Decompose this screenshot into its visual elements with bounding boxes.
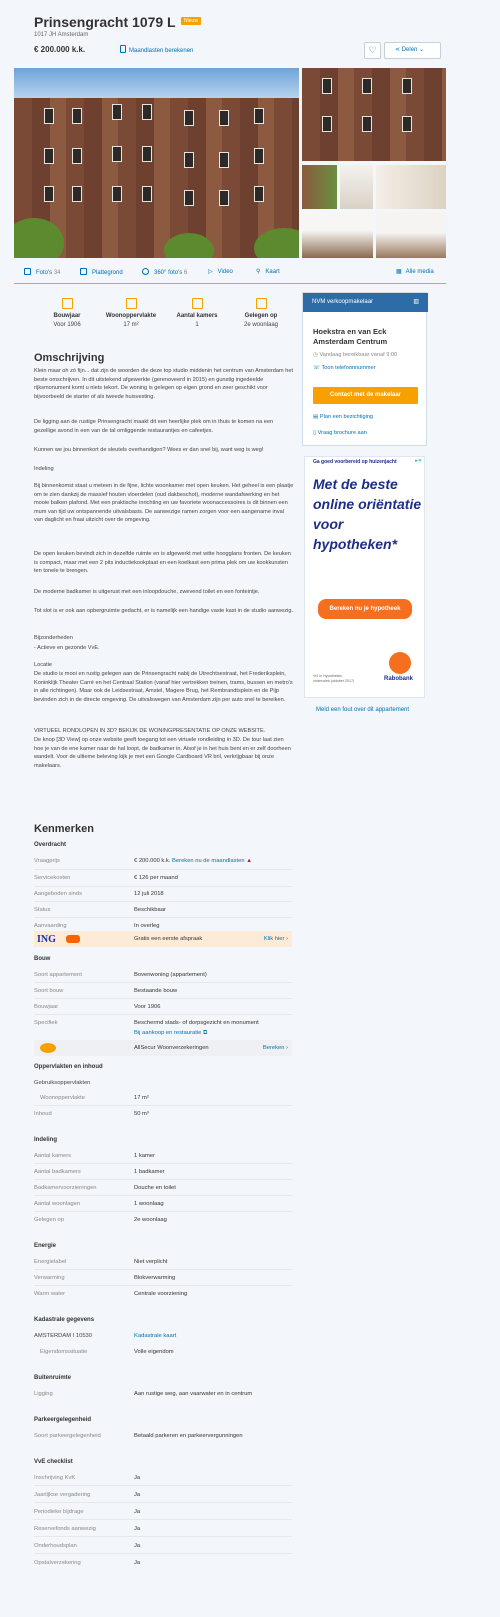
map-label: Kaart [265, 269, 280, 275]
row-label: Soort bouw [34, 988, 64, 994]
section-indeling: Indeling [34, 1137, 57, 1143]
row-label: Bouwjaar [34, 1004, 59, 1010]
row-value: Bestaande bouw [134, 988, 178, 994]
row-value: In overleg [134, 923, 160, 929]
thumb-photo-2[interactable] [302, 165, 337, 209]
subsection-gebruiksoppervlakten: Gebruiksoppervlakten [34, 1080, 91, 1086]
row-label: Inhoud [34, 1111, 52, 1117]
share-icon: ⋖ [395, 47, 401, 53]
map-tab[interactable] [256, 268, 280, 275]
adchoices-icon[interactable]: ▸✕ [415, 458, 422, 464]
key-fact-label: Aantal kamers [176, 313, 218, 319]
ad-cta-button[interactable]: Bereken nu je hypotheek [318, 599, 412, 619]
row-value: Douche en toilet [134, 1185, 176, 1191]
key-fact-label: Woonoppervlakte [105, 313, 157, 319]
ad-footnote-2: onderzoek (oktober 2017) [313, 679, 355, 683]
brochure-icon: ▯ [313, 430, 317, 436]
row-label: Aantal kamers [34, 1153, 72, 1159]
description-p8: Tot slot is er ook aan opbergruimte gedacht, er is namelijk een handige vaste kast in de studio aanwezig. [34, 608, 294, 614]
agent-name[interactable] [313, 327, 387, 347]
rotate-360-icon [142, 268, 149, 275]
row-label: Onderhoudsplan [34, 1543, 77, 1549]
section-vve: VvE checklist [34, 1459, 73, 1465]
agent-availability [313, 352, 397, 358]
row-label: Specifiek [34, 1020, 58, 1026]
floorplan-icon [80, 268, 87, 275]
key-fact-value: 17 m² [123, 322, 139, 328]
row-value: Beschikbaar [134, 907, 166, 913]
thumb-photo-6[interactable] [376, 212, 446, 258]
allsecur-banner[interactable] [34, 1040, 292, 1056]
door-icon [192, 298, 203, 309]
all-media-tab[interactable] [396, 268, 434, 275]
agent-name-line1: Hoekstra en van Eck [313, 327, 387, 336]
row-divider [34, 1536, 292, 1537]
key-fact-value: 1 [195, 322, 199, 328]
allsecur-link[interactable]: Bereken › [262, 1045, 288, 1051]
section-overdracht: Overdracht [34, 842, 67, 848]
share-label: Delen [401, 47, 418, 53]
new-badge: Nieuw [181, 17, 201, 25]
row-label: Jaarlijkse vergadering [34, 1492, 91, 1498]
agent-name-line2: Amsterdam Centrum [313, 337, 388, 346]
description-p7: De moderne badkamer is uitgerust met een inloopdouche, zwevend toilet en een fonteintje. [34, 589, 260, 595]
row-value: Ja [134, 1492, 141, 1498]
row-label: Soort parkeergelegenheid [34, 1433, 101, 1439]
row-label: Woonoppervlakte [40, 1095, 86, 1101]
key-fact-kamers [167, 298, 227, 328]
viewing-link-label: Plan een bezichtiging [319, 414, 374, 420]
row-value: Blokverwarming [134, 1275, 176, 1281]
allsecur-logo-icon [40, 1043, 56, 1053]
description-p1: Klein maar oh zó fijn... dat zijn de woorden die deze top studio middenin het centrum van Amsterdam het beste omschrijven. In dit uitstekend afgewerkte (gerenoveerd in 2015) en gunstig ingedeelde rijksmonument komt u niets tekort. De woning is gelegen op eigen grond en zeer geschikt voor bijvoorbeeld de starter of als tweede huisvesting. [34, 368, 294, 400]
rabobank-ad[interactable] [304, 456, 425, 698]
photos-tab[interactable] [24, 268, 61, 276]
description-p9: Bijzonderheden [34, 635, 73, 641]
row-divider [34, 982, 292, 983]
surface-icon [126, 298, 137, 309]
row-divider [34, 1211, 292, 1212]
heart-icon: ♡ [368, 45, 377, 55]
row-divider [34, 1519, 292, 1520]
allsecur-text: AllSecur Woonverzekeringen [134, 1045, 209, 1051]
row-divider [34, 1105, 292, 1106]
row-label: Aangeboden sinds [34, 891, 83, 897]
row-divider [34, 998, 292, 999]
section-kadastraal: Kadastrale gegevens [34, 1317, 95, 1323]
row-label: Eigendomssituatie [40, 1349, 88, 1355]
row-label: Aanvaarding [34, 923, 67, 929]
row-label: Reservefonds aanwezig [34, 1526, 96, 1532]
ing-lion-icon [66, 935, 80, 943]
row-value: Betaald parkeren en parkeervergunningen [134, 1433, 243, 1439]
brochure-link[interactable] [313, 430, 367, 436]
description-p3: Kunnen we jou binnenkort de sleutels overhandigen? Wees er dan snel bij, want weg is weg! [34, 447, 264, 453]
play-icon: ▷ [208, 269, 213, 275]
row-value: 1 badkamer [134, 1169, 165, 1175]
photos-360-label: 360° foto's [154, 270, 183, 276]
row-value: Ja [134, 1560, 141, 1566]
calc-mortgage-link[interactable] [120, 45, 193, 54]
viewing-link[interactable] [313, 414, 373, 420]
media-toolbar [14, 264, 446, 284]
agent-header [303, 293, 428, 312]
description-p5: Bij binnenkomst staat u meteen in de fijne, lichte woonkamer met open keuken. Het geheel is een plaatje om te zien dankzij de massief houten vloerdelen (oud dakbeschot), moderne wandafwerking en het mooie balken plafond. Met een praktische inrichting en uw favoriete woonaccessoires is dit binnen een mum van tijd uw ontspannende uitvalsbasis. De aanwezige ramen zorgen voor een aangename inval van daglicht en fraai uitzicht over de omgeving. [34, 483, 294, 523]
row-label: Ligging [34, 1391, 53, 1397]
description-p6: De open keuken bevindt zich in dezelfde ruimte en is afgewerkt met witte hoogglans fronten. De keuken is compact, maar met een 2 pits inductiekookplaat en een koelkast een prima plek om uw kookkunsten ten tonele te brengen. [34, 551, 291, 574]
calc-monthly-link[interactable]: Bereken nu de maandlasten [172, 858, 245, 864]
key-fact-label: Bouwjaar [53, 313, 81, 319]
ing-link-label: Klik hier [263, 936, 285, 942]
key-fact-label: Gelegen op [244, 313, 278, 319]
rabobank-logo-icon [389, 652, 411, 674]
description-p14: De knop [3D View] op onze website geeft toegang tot een virtuele rondleiding in 3D. De tour laat zien hoe je van de ene kamer naar de hal loopt, de badkamer in. Alsof je in het huis bent en er zelf doorheen wandelt. Voor de ultieme beleving kijk je met een Google Cardboard VR bril, verkrijgbaar bij onze makelaars. [34, 737, 291, 769]
row-value: Voor 1906 [134, 1004, 161, 1010]
map-pin-icon: ⚲ [256, 269, 261, 275]
key-fact-gelegen-op [231, 298, 291, 328]
row-divider [34, 1014, 292, 1015]
ad-brand: Rabobank [384, 676, 414, 682]
row-label: Gelegen op [34, 1217, 64, 1223]
thumb-photo-3[interactable] [340, 165, 373, 209]
description-p4: Indeling [34, 466, 54, 472]
section-bouw: Bouw [34, 956, 51, 962]
row-label: Warm water [34, 1291, 66, 1297]
grid-icon: ▦ [396, 269, 402, 275]
address: 1017 JH Amsterdam [34, 32, 89, 38]
row-value: 1 woonlaag [134, 1201, 164, 1207]
description-p11: Locatie [34, 662, 53, 668]
row-label: Status [34, 907, 51, 913]
agent-availability-text: Vandaag bereikbaar vanaf 9:00 [319, 352, 398, 358]
description-p12: De studio is mooi en rustig gelegen aan de Prinsengracht nabij de Utrechtsestraat, het Frederiksplein, Koninklijk Theater Carré en het Centraal Station (vanaf hier vertrekken treinen, trams, bussen en metro's in alle richtingen). Maar ook de Leidsestraat, Amstel, Magere Brug, het Rembrandtsplein en de Pijp bevinden zich in de directe omgeving. De uitvalswegen van Amsterdam zijn per auto snel te bereiken. [34, 671, 293, 703]
description-heading: Omschrijving [34, 352, 105, 364]
clock-icon: ◷ [313, 352, 318, 358]
share-button[interactable] [384, 42, 441, 59]
row-divider [34, 886, 292, 887]
row-divider [34, 869, 292, 870]
ad-footnote-1: *#1 in Hypotheken [313, 674, 343, 678]
row-value: 12 juli 2018 [134, 891, 164, 897]
allsecur-link-label: Bereken [262, 1045, 285, 1051]
row-divider [34, 1195, 292, 1196]
description-p13: VIRTUEEL RONDLOPEN IN 3D? BEKIJK DE WONINGPRESENTATIE OP ONZE WEBSITE. [34, 728, 266, 734]
key-fact-value: 2e woonlaag [243, 322, 279, 328]
description-p10: - Actieve en gezonde VvE. [34, 645, 100, 651]
row-divider [34, 1269, 292, 1270]
contact-agent-button[interactable]: Contact met de makelaar [313, 387, 418, 404]
ing-banner[interactable] [34, 931, 292, 947]
section-oppervlakten: Oppervlakten en inhoud [34, 1064, 103, 1070]
video-label: Video [217, 269, 233, 275]
row-value: 1 kamer [134, 1153, 155, 1159]
agent-org: NVM verkoopmakelaar [312, 299, 374, 305]
favorite-button[interactable] [364, 42, 381, 59]
nvm-logo-icon: ▥ [413, 299, 419, 305]
toolbar-divider [14, 283, 446, 284]
row-label: Energielabel [34, 1259, 67, 1265]
features-heading: Kenmerken [34, 823, 94, 835]
video-tab[interactable] [208, 268, 233, 275]
floorplan-label: Plattegrond [92, 270, 123, 276]
row-value: € 126 per maand [134, 875, 178, 881]
row-value: 17 m² [134, 1095, 149, 1101]
external-icon: ⧉ [202, 1030, 208, 1036]
restoration-link[interactable] [134, 1030, 207, 1037]
row-label: Aantal woonlagen [34, 1201, 81, 1207]
row-divider [34, 1179, 292, 1180]
row-label: Verwarming [34, 1275, 65, 1281]
row-divider [34, 1502, 292, 1503]
photos-360-tab[interactable] [142, 268, 187, 276]
thumb-photo-4[interactable] [376, 165, 446, 209]
row-divider [34, 1163, 292, 1164]
key-fact-woonoppervlakte [101, 298, 161, 328]
row-value: 50 m³ [134, 1111, 149, 1117]
cadastral-map-link[interactable]: Kadastrale kaart [134, 1333, 177, 1339]
section-energie: Energie [34, 1243, 57, 1249]
row-value: Ja [134, 1543, 141, 1549]
ing-link[interactable]: Klik hier › [263, 936, 288, 942]
photos-count: 34 [53, 270, 61, 276]
row-value: Bovenwoning (appartement) [134, 972, 207, 978]
row-value: Ja [134, 1526, 141, 1532]
row-value: Niet verplicht [134, 1259, 168, 1265]
page-title: Prinsengracht 1079 L [34, 14, 176, 30]
phone-link[interactable] [313, 365, 376, 371]
building-year-icon [62, 298, 73, 309]
row-value: Aan rustige weg, aan vaarwater en in centrum [134, 1391, 253, 1397]
row-label: Opstalverzekering [34, 1560, 81, 1566]
ad-headline: Met de beste online oriëntatie voor hypotheken* [313, 476, 422, 552]
floor-icon [256, 298, 267, 309]
thumb-photo-5[interactable] [302, 212, 373, 258]
calculator-icon: ▲ [246, 858, 252, 864]
row-divider [34, 1485, 292, 1486]
description-p2: De ligging aan de rustige Prinsengracht maakt dit een heerlijke plek om in thuis te komen na een gezellige avond in een van de tal omliggende restaurantjes en cafeetjes. [34, 419, 274, 434]
report-error-link[interactable]: Meld een fout over dit appartement [316, 707, 410, 713]
row-value: Volle eigendom [134, 1349, 174, 1355]
ad-footnote [313, 674, 354, 684]
row-value: Beschermd stads- of dorpsgezicht en monument [134, 1020, 259, 1026]
restoration-link-label: Bij aankoop en restauratie [134, 1030, 202, 1036]
ing-logo: ING [37, 934, 56, 945]
floorplan-tab[interactable] [80, 268, 123, 276]
main-photo[interactable] [14, 68, 299, 258]
chevron-down-icon: ⌄ [419, 47, 425, 53]
row-value: Ja [134, 1475, 141, 1481]
row-value: Ja [134, 1509, 141, 1515]
row-label: Servicekosten [34, 875, 71, 881]
row-label: Inschrijving KvK [34, 1475, 76, 1481]
row-value: Centrale voorziening [134, 1291, 188, 1297]
row-value [134, 858, 252, 864]
section-buitenruimte: Buitenruimte [34, 1375, 72, 1381]
price: € 200.000 k.k. [34, 45, 86, 54]
calculator-icon [120, 45, 126, 53]
row-label: Periodieke bijdrage [34, 1509, 84, 1515]
key-fact-bouwjaar [37, 298, 97, 328]
brochure-link-label: Vraag brochure aan [317, 430, 367, 436]
key-fact-value: Voor 1906 [53, 322, 81, 328]
row-divider [34, 917, 292, 918]
phone-link-label: Toon telefoonnummer [321, 365, 376, 371]
asking-price-value: € 200.000 k.k. [134, 858, 171, 864]
agent-card [302, 292, 427, 446]
all-media-label: Alle media [405, 269, 434, 275]
phone-icon: ☏ [313, 365, 320, 371]
row-divider [34, 901, 292, 902]
row-divider [34, 1553, 292, 1554]
row-label: Vraagprijs [34, 858, 60, 864]
row-label: Badkamervoorzieningen [34, 1185, 97, 1191]
photos-label: Foto's [36, 270, 53, 276]
parcel-id: AMSTERDAM I 10530 [34, 1333, 92, 1339]
row-label: Aantal badkamers [34, 1169, 81, 1175]
camera-icon [24, 268, 31, 275]
row-label: Soort appartement [34, 972, 83, 978]
thumb-photo-1[interactable] [302, 68, 446, 161]
ad-tagline: Ga goed voorbereid op huizenjacht [313, 459, 397, 465]
calendar-icon: ▤ [313, 414, 319, 420]
photos-360-count: 6 [183, 270, 188, 276]
row-divider [34, 1285, 292, 1286]
ing-text: Gratis een eerste afspraak [134, 936, 203, 942]
section-parkeer: Parkeergelegenheid [34, 1417, 92, 1423]
calc-link-label: Maandlasten berekenen [129, 48, 194, 54]
row-value: 2e woonlaag [134, 1217, 167, 1223]
